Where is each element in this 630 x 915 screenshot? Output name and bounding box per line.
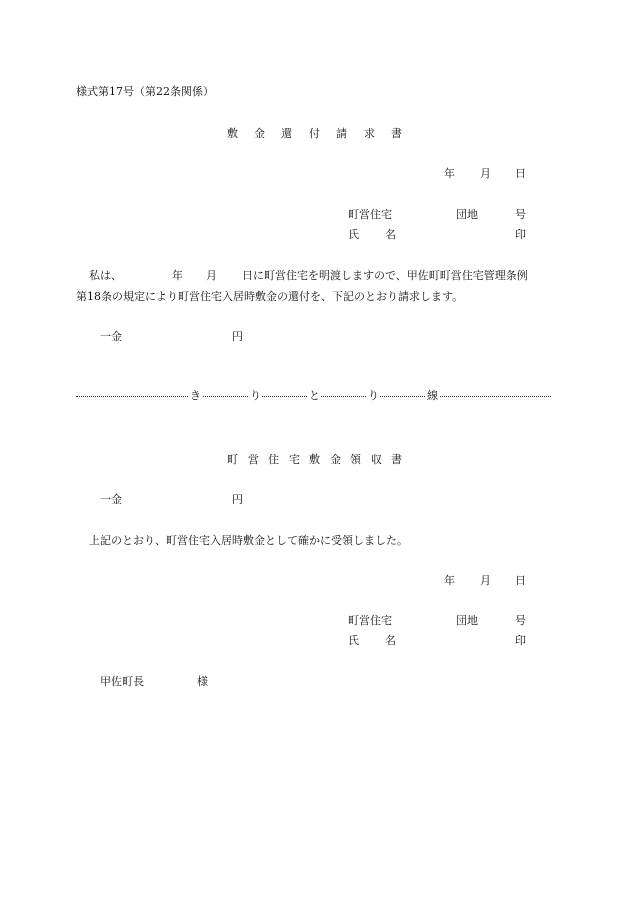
cut-line-dash xyxy=(440,396,551,397)
request-title-char: 金 xyxy=(254,127,265,140)
cut-line-dash xyxy=(203,396,248,397)
receipt-title-char: 宅 xyxy=(289,453,300,466)
receipt-title-char: 収 xyxy=(371,453,382,466)
request-date-year: 年 xyxy=(444,167,455,180)
request-title-char: 書 xyxy=(391,127,402,140)
receipt-title-char: 書 xyxy=(391,453,402,466)
receipt-date-month: 月 xyxy=(480,574,491,587)
receipt-title-char: 営 xyxy=(248,453,259,466)
body-line1-rest: 日に町営住宅を明渡しますので、甲佐町町営住宅管理条例 xyxy=(242,269,528,282)
applicant-seal: 印 xyxy=(515,228,526,241)
body-line2: 第18条の規定により町営住宅入居時敷金の還付を、下記のとおり請求します。 xyxy=(76,290,464,303)
recipient-name-label: 名 xyxy=(385,634,396,647)
recipient-number-label: 号 xyxy=(515,614,526,627)
cut-line-dash xyxy=(76,396,188,397)
request-title-char: 敷 xyxy=(227,127,238,140)
receipt-title-char: 敷 xyxy=(309,453,320,466)
receipt-statement: 上記のとおり、町営住宅入居時敷金として確かに受領しました。 xyxy=(89,534,408,547)
applicant-name-label: 名 xyxy=(385,228,396,241)
cut-line-char: り xyxy=(250,389,261,402)
receipt-date-year: 年 xyxy=(444,574,455,587)
cut-line-dash xyxy=(321,396,366,397)
body-month: 月 xyxy=(206,269,217,282)
receipt-title-char: 住 xyxy=(268,453,279,466)
receipt-amount-prefix: 一金 xyxy=(100,493,122,506)
request-amount-prefix: 一金 xyxy=(100,330,122,343)
addressee-honorific: 様 xyxy=(197,675,208,688)
recipient-housing-label: 町営住宅 xyxy=(348,614,392,627)
body-intro: 私は、 xyxy=(89,269,122,282)
cut-line-char: き xyxy=(190,389,201,402)
body-year: 年 xyxy=(172,269,183,282)
receipt-title-char: 町 xyxy=(227,453,238,466)
recipient-seal: 印 xyxy=(515,634,526,647)
applicant-estate-label: 団地 xyxy=(456,208,478,221)
request-title-char: 求 xyxy=(364,127,375,140)
recipient-estate-label: 団地 xyxy=(456,614,478,627)
receipt-title-char: 金 xyxy=(330,453,341,466)
receipt-title-char: 領 xyxy=(350,453,361,466)
cut-line-char: り xyxy=(368,389,379,402)
request-title-char: 還 xyxy=(281,127,292,140)
cut-line-dash xyxy=(262,396,307,397)
applicant-name-label: 氏 xyxy=(348,228,359,241)
request-title-char: 付 xyxy=(309,127,320,140)
cut-line-dash xyxy=(380,396,425,397)
applicant-number-label: 号 xyxy=(515,208,526,221)
receipt-date-day: 日 xyxy=(515,574,526,587)
receipt-amount-unit: 円 xyxy=(232,493,243,506)
cut-line-char: と xyxy=(309,389,320,402)
applicant-housing-label: 町営住宅 xyxy=(348,208,392,221)
recipient-name-label: 氏 xyxy=(348,634,359,647)
cut-line-char: 線 xyxy=(427,389,438,402)
request-amount-unit: 円 xyxy=(232,330,243,343)
request-title-char: 請 xyxy=(336,127,347,140)
addressee-name: 甲佐町長 xyxy=(100,675,144,688)
form-number: 様式第17号（第22条関係） xyxy=(76,85,214,98)
request-date-month: 月 xyxy=(480,167,491,180)
request-date-day: 日 xyxy=(515,167,526,180)
